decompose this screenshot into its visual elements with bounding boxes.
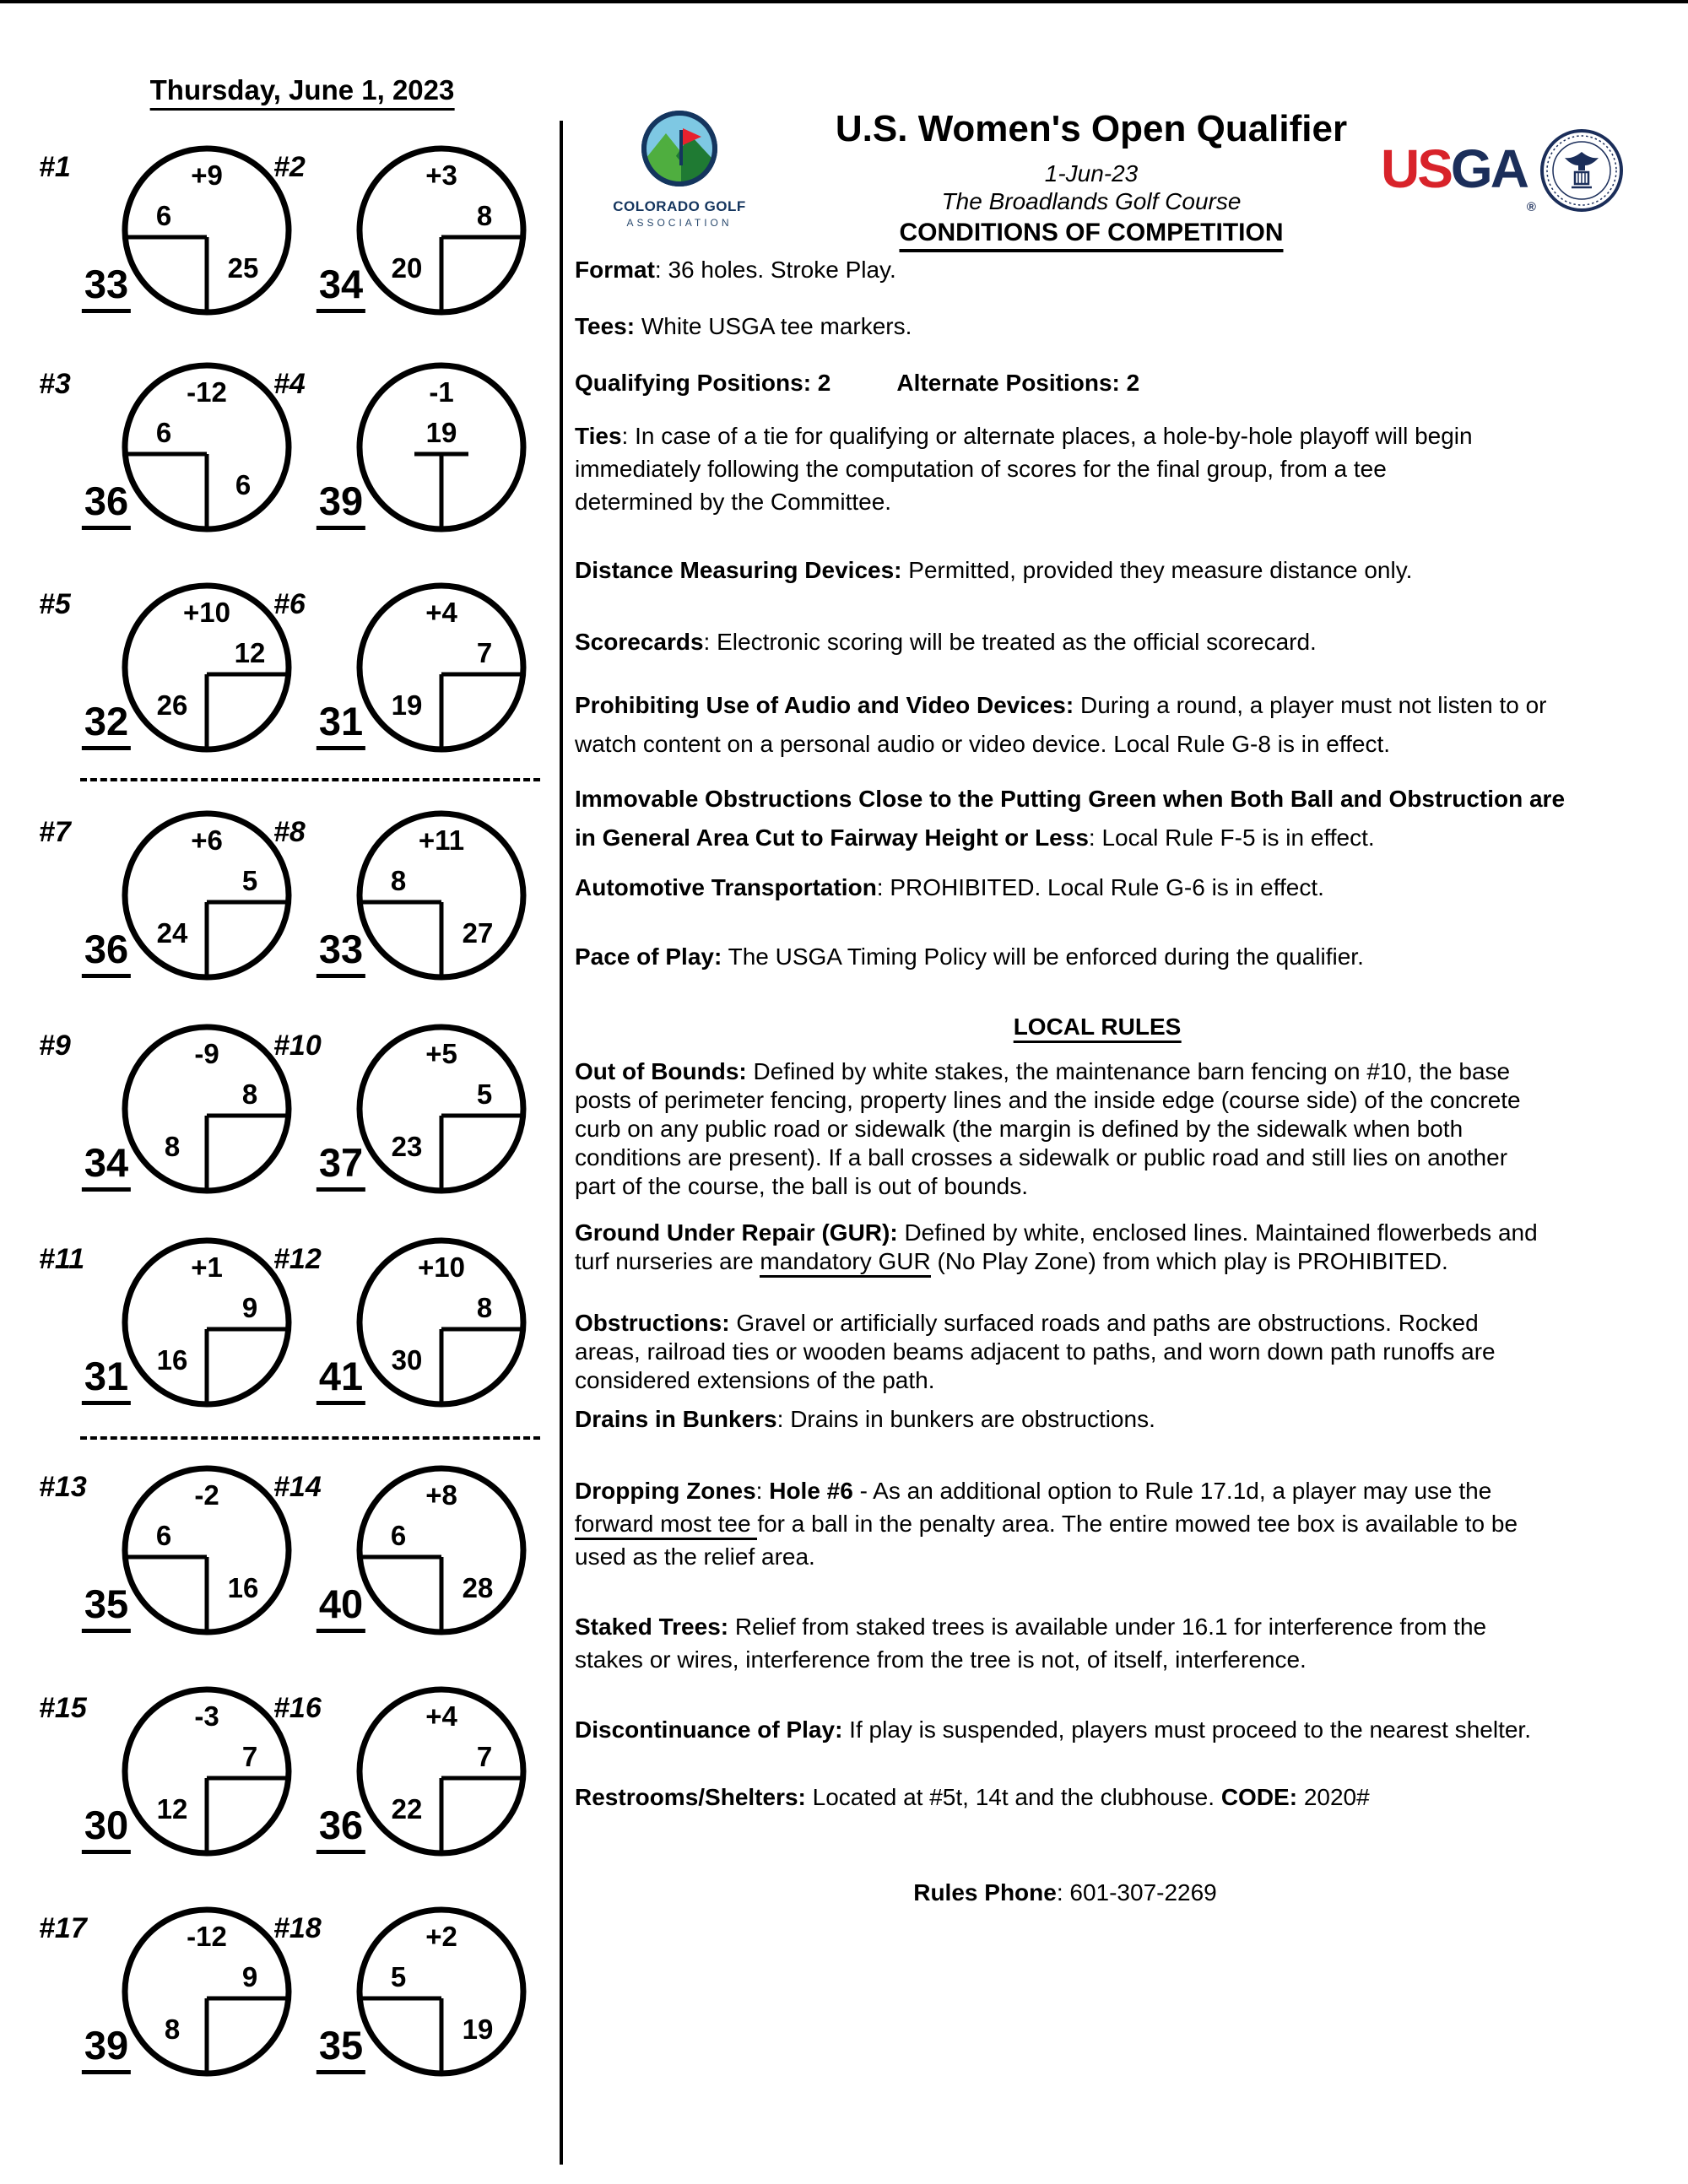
event-date: 1-Jun-23 xyxy=(1044,160,1139,187)
text-segment: Dropping Zones xyxy=(575,1478,756,1504)
text-segment: Prohibiting Use of Audio and Video Devices: xyxy=(575,692,1074,718)
text-segment: Immovable Obstructions Close to the Putting Green when Both Ball and Obstruction are xyxy=(575,786,1566,812)
pin-front-distance-label: 23 xyxy=(391,1131,423,1162)
text-segment: Restrooms/Shelters: xyxy=(575,1784,806,1810)
text-segment: : Electronic scoring will be treated as the official scorecard. xyxy=(703,629,1317,655)
green-depth-label: 35 xyxy=(82,1581,131,1633)
green-depth-label: 39 xyxy=(316,478,365,530)
text-line xyxy=(575,1781,1370,1814)
text-segment: Qualifying Positions: 2 xyxy=(575,370,831,396)
pin-front-distance-label: 6 xyxy=(235,469,252,500)
pin-side-distance-label: 9 xyxy=(241,1961,258,1992)
text-line xyxy=(575,554,1412,587)
yardage-offset-label: +5 xyxy=(425,1038,457,1069)
text-segment: Relief from staked trees is available under 16.1 for interference from the xyxy=(728,1614,1487,1640)
text-segment: mandatory GUR xyxy=(760,1248,930,1278)
text-segment: Format xyxy=(575,257,655,283)
text-line xyxy=(575,419,1473,452)
section-staked-trees xyxy=(575,1610,1486,1676)
pin-front-distance-label: 16 xyxy=(156,1344,188,1376)
text-line xyxy=(575,1338,1496,1366)
pin-side-distance-label: 8 xyxy=(390,865,407,896)
cga-mountain-icon xyxy=(637,106,722,191)
text-line xyxy=(575,1247,1538,1276)
section-rules-phone xyxy=(913,1876,1217,1910)
text-line xyxy=(575,1219,1538,1247)
yardage-offset-label: -12 xyxy=(187,1921,227,1952)
text-line xyxy=(575,253,896,287)
text-line xyxy=(575,1713,1531,1747)
yardage-offset-label: -9 xyxy=(194,1038,219,1069)
section-automotive-transportation xyxy=(575,871,1324,905)
green-depth-label: 32 xyxy=(82,698,131,750)
text-segment: Gravel or artificially surfaced roads and paths are obstructions. Rocked xyxy=(729,1310,1479,1336)
yardage-offset-label: +10 xyxy=(418,1251,465,1283)
section-dropping-zones xyxy=(575,1474,1518,1573)
yardage-offset-label: +6 xyxy=(191,824,223,856)
section-immovable-obstructions xyxy=(575,780,1565,857)
text-line xyxy=(575,940,1364,974)
text-segment: The USGA Timing Policy will be enforced during the qualifier. xyxy=(722,943,1364,970)
text-segment: Pace of Play: xyxy=(575,943,722,970)
text-segment: turf nurseries are xyxy=(575,1248,760,1274)
yardage-offset-label: +8 xyxy=(425,1479,457,1511)
text-segment: Permitted, provided they measure distance only. xyxy=(901,557,1413,583)
text-segment: Ground Under Repair (GUR): xyxy=(575,1219,898,1246)
text-line xyxy=(575,780,1565,819)
pin-front-distance-label: 20 xyxy=(391,252,423,284)
pin-side-distance-label: 19 xyxy=(425,417,457,448)
yardage-offset-label: +3 xyxy=(425,159,457,191)
pin-side-distance-label: 12 xyxy=(234,637,266,668)
text-line xyxy=(575,625,1317,659)
text-line xyxy=(575,725,1546,764)
hole-number-label: #18 xyxy=(273,1912,322,1944)
pin-side-distance-label: 5 xyxy=(476,1078,493,1110)
yardage-offset-label: +9 xyxy=(191,159,223,191)
text-segment: Ties xyxy=(575,423,622,449)
pin-side-distance-label: 8 xyxy=(241,1078,258,1110)
green-depth-label: 36 xyxy=(82,478,131,530)
section-distance-measuring-devices xyxy=(575,554,1412,587)
text-segment: : Local Rule F-5 is in effect. xyxy=(1088,824,1375,851)
text-line xyxy=(575,819,1565,857)
text-segment: part of the course, the ball is out of bounds. xyxy=(575,1173,1029,1199)
pin-diagram-hole-18 xyxy=(273,1899,572,2110)
text-segment: Scorecards xyxy=(575,629,704,655)
yardage-offset-label: -1 xyxy=(429,376,454,408)
text-line xyxy=(575,1086,1521,1115)
section-scorecards xyxy=(575,625,1317,659)
section-local-rules-heading xyxy=(1014,1010,1182,1044)
section-format xyxy=(575,253,896,287)
section-restrooms-shelters xyxy=(575,1781,1370,1814)
pin-front-distance-label: 27 xyxy=(462,917,494,949)
text-line xyxy=(575,1610,1486,1643)
green-depth-label: 30 xyxy=(82,1802,131,1854)
section-qualifying-positions xyxy=(575,366,1139,400)
text-line xyxy=(575,452,1473,485)
hole-number-label: #9 xyxy=(39,1030,71,1062)
cga-name-text: COLORADO GOLF xyxy=(613,198,746,214)
green-depth-label: 41 xyxy=(316,1353,365,1405)
hole-number-label: #7 xyxy=(39,816,71,848)
pin-side-distance-label: 7 xyxy=(476,637,493,668)
green-depth-label: 36 xyxy=(82,926,131,978)
text-line xyxy=(575,1057,1521,1086)
pin-front-distance-label: 22 xyxy=(391,1793,423,1825)
text-line xyxy=(575,871,1324,905)
conditions-heading: CONDITIONS OF COMPETITION xyxy=(900,219,1284,252)
hole-number-label: #4 xyxy=(273,368,306,400)
text-segment: Discontinuance of Play: xyxy=(575,1716,843,1743)
text-line xyxy=(575,686,1546,725)
yardage-offset-label: -2 xyxy=(194,1479,219,1511)
text-segment: Defined by white, enclosed lines. Maintained flowerbeds and xyxy=(897,1219,1538,1246)
course-name: The Broadlands Golf Course xyxy=(941,188,1242,214)
pin-side-distance-label: 8 xyxy=(476,1292,493,1323)
usga-seal-icon xyxy=(1538,127,1626,214)
pin-side-distance-label: 9 xyxy=(241,1292,258,1323)
date-heading: Thursday, June 1, 2023 xyxy=(150,74,455,111)
colorado-golf-association-logo xyxy=(612,106,747,229)
green-depth-label: 36 xyxy=(316,1802,365,1854)
text-segment: 2020# xyxy=(1297,1784,1370,1810)
text-segment: Tees: xyxy=(575,313,636,339)
text-segment: immediately following the computation of scores for the final group, from a tee xyxy=(575,456,1387,482)
hole-number-label: #5 xyxy=(39,588,71,620)
pin-diagram-hole-4 xyxy=(273,354,572,565)
text-segment: Drains in Bunkers xyxy=(575,1406,777,1432)
hole-number-label: #6 xyxy=(273,588,306,620)
pin-front-distance-label: 8 xyxy=(164,2014,181,2045)
text-line xyxy=(575,1507,1518,1540)
text-segment: : Drains in bunkers are obstructions. xyxy=(776,1406,1155,1432)
text-segment: posts of perimeter fencing, property lines and the inside edge (course side) of the concrete xyxy=(575,1087,1521,1113)
pin-side-distance-label: 8 xyxy=(476,200,493,231)
text-segment: for a ball in the penalty area. The entire mowed tee box is available to be xyxy=(757,1511,1518,1537)
text-segment: - As an additional option to Rule 17.1d, a player may use the xyxy=(852,1478,1492,1504)
pin-diagram-hole-6 xyxy=(273,575,572,786)
green-depth-label: 31 xyxy=(82,1353,131,1405)
text-segment: Located at #5t, 14t and the clubhouse. xyxy=(805,1784,1221,1810)
pin-diagram-hole-16 xyxy=(273,1679,572,1889)
green-depth-label: 40 xyxy=(316,1581,365,1633)
green-depth-label: 31 xyxy=(316,698,365,750)
pin-side-distance-label: 6 xyxy=(155,1520,172,1551)
hole-number-label: #8 xyxy=(273,816,306,848)
text-segment: used as the relief area. xyxy=(575,1543,815,1570)
pin-front-distance-label: 30 xyxy=(391,1344,423,1376)
cga-association-text: ASSOCIATION xyxy=(626,217,733,229)
pin-front-distance-label: 26 xyxy=(156,689,188,721)
pin-side-distance-label: 7 xyxy=(241,1741,258,1772)
text-line xyxy=(913,1876,1217,1910)
section-pace-of-play xyxy=(575,940,1364,974)
green-depth-label: 34 xyxy=(82,1139,131,1192)
pin-diagram-hole-12 xyxy=(273,1230,572,1441)
text-segment: Alternate Positions: 2 xyxy=(896,370,1140,396)
registered-mark-icon: ® xyxy=(1526,200,1536,214)
pin-diagram-hole-2 xyxy=(273,138,572,349)
section-out-of-bounds xyxy=(575,1057,1521,1201)
yardage-offset-label: -3 xyxy=(194,1700,219,1732)
pin-side-distance-label: 6 xyxy=(155,417,172,448)
hole-number-label: #11 xyxy=(39,1243,85,1275)
text-line xyxy=(575,1405,1496,1434)
hole-number-label: #1 xyxy=(39,151,71,183)
green-depth-label: 39 xyxy=(82,2022,131,2074)
pin-front-distance-label: 28 xyxy=(462,1572,494,1603)
text-line xyxy=(575,310,912,343)
text-segment: Automotive Transportation xyxy=(575,874,877,900)
pin-front-distance-label: 8 xyxy=(164,1131,181,1162)
text-segment: Rules Phone xyxy=(913,1879,1057,1906)
pin-front-distance-label: 25 xyxy=(227,252,259,284)
text-segment: Distance Measuring Devices: xyxy=(575,557,902,583)
pin-diagram-hole-8 xyxy=(273,803,572,1014)
text-line xyxy=(575,1143,1521,1172)
section-obstructions xyxy=(575,1309,1496,1434)
hole-number-label: #14 xyxy=(273,1471,322,1503)
green-depth-label: 33 xyxy=(82,261,131,313)
yardage-offset-label: +4 xyxy=(425,1700,457,1732)
text-segment: If play is suspended, players must proceed to the nearest shelter. xyxy=(842,1716,1531,1743)
section-audio-video-devices xyxy=(575,686,1546,764)
pin-diagram-hole-10 xyxy=(273,1016,572,1227)
section-tees xyxy=(575,310,912,343)
text-segment: : In case of a tie for qualifying or alternate places, a hole-by-hole playoff will begin xyxy=(621,423,1473,449)
green-depth-label: 35 xyxy=(316,2022,365,2074)
pin-side-distance-label: 7 xyxy=(476,1741,493,1772)
text-segment: Obstructions: xyxy=(575,1310,730,1336)
hole-number-label: #10 xyxy=(273,1030,322,1062)
green-depth-label: 33 xyxy=(316,926,365,978)
text-segment: During a round, a player must not listen to or xyxy=(1074,692,1547,718)
text-segment: Staked Trees: xyxy=(575,1614,729,1640)
yardage-offset-label: +2 xyxy=(425,1921,457,1952)
section-ground-under-repair xyxy=(575,1219,1538,1276)
text-segment: : 601-307-2269 xyxy=(1056,1879,1217,1906)
pin-side-distance-label: 6 xyxy=(390,1520,407,1551)
pin-front-distance-label: 12 xyxy=(156,1793,188,1825)
hole-number-label: #3 xyxy=(39,368,71,400)
text-segment: conditions are present). If a ball crosses a sidewalk or public road and still lies on another xyxy=(575,1144,1508,1170)
pin-front-distance-label: 19 xyxy=(391,689,423,721)
text-segment: LOCAL RULES xyxy=(1014,1014,1182,1043)
pin-side-distance-label: 5 xyxy=(241,865,258,896)
text-segment: Hole #6 xyxy=(769,1478,853,1504)
pin-front-distance-label: 24 xyxy=(156,917,188,949)
text-line xyxy=(575,485,1473,518)
pin-front-distance-label: 16 xyxy=(227,1572,259,1603)
hole-number-label: #12 xyxy=(273,1243,322,1275)
yardage-offset-label: +11 xyxy=(418,824,465,856)
text-segment: watch content on a personal audio or video device. Local Rule G-8 is in effect. xyxy=(575,731,1391,757)
hole-number-label: #16 xyxy=(273,1692,322,1724)
text-segment: Out of Bounds: xyxy=(575,1058,747,1084)
text-line xyxy=(1014,1010,1182,1044)
text-segment: stakes or wires, interference from the tree is not, of itself, interference. xyxy=(575,1646,1307,1673)
text-segment: : 36 holes. Stroke Play. xyxy=(654,257,896,283)
text-segment: : PROHIBITED. Local Rule G-6 is in effect. xyxy=(876,874,1324,900)
text-segment: (No Play Zone) from which play is PROHIBITED. xyxy=(930,1248,1448,1274)
section-discontinuance-of-play xyxy=(575,1713,1531,1747)
text-line xyxy=(575,366,1139,400)
text-segment: : xyxy=(755,1478,770,1504)
section-ties xyxy=(575,419,1473,518)
hole-number-label: #2 xyxy=(273,151,306,183)
yardage-offset-label: -12 xyxy=(187,376,227,408)
pin-side-distance-label: 6 xyxy=(155,200,172,231)
pin-diagram-hole-14 xyxy=(273,1457,572,1668)
text-line xyxy=(575,1172,1521,1201)
text-line xyxy=(575,1366,1496,1395)
green-depth-label: 37 xyxy=(316,1139,365,1192)
pin-side-distance-label: 5 xyxy=(390,1961,407,1992)
text-segment: White USGA tee markers. xyxy=(635,313,912,339)
page-top-border xyxy=(0,0,1688,3)
hole-number-label: #17 xyxy=(39,1912,87,1944)
hole-number-label: #15 xyxy=(39,1692,87,1724)
pin-front-distance-label: 19 xyxy=(462,2014,494,2045)
hole-number-label: #13 xyxy=(39,1471,87,1503)
text-segment: CODE: xyxy=(1220,1784,1298,1810)
text-segment: forward most tee xyxy=(575,1511,757,1540)
text-segment: areas, railroad ties or wooden beams adjacent to paths, and worn down path runoffs are xyxy=(575,1338,1496,1365)
text-segment: considered extensions of the path. xyxy=(575,1367,935,1393)
text-line xyxy=(575,1540,1518,1573)
usga-wordmark: $USGA_®$ xyxy=(1381,138,1536,214)
text-segment: curb on any public road or sidewalk (the margin is defined by the sidewalk when both xyxy=(575,1116,1463,1142)
text-line xyxy=(575,1474,1518,1507)
text-segment: in General Area Cut to Fairway Height or Less xyxy=(575,824,1089,851)
text-line xyxy=(575,1309,1496,1338)
event-title: U.S. Women's Open Qualifier xyxy=(835,108,1348,149)
text-segment: determined by the Committee. xyxy=(575,489,892,515)
text-segment: Defined by white stakes, the maintenance barn fencing on #10, the base xyxy=(746,1058,1511,1084)
yardage-offset-label: +10 xyxy=(183,597,230,628)
green-depth-label: 34 xyxy=(316,261,365,313)
yardage-offset-label: +4 xyxy=(425,597,457,628)
usga-logo xyxy=(1381,128,1626,248)
text-line xyxy=(575,1643,1486,1676)
text-line xyxy=(575,1115,1521,1143)
yardage-offset-label: +1 xyxy=(191,1251,223,1283)
